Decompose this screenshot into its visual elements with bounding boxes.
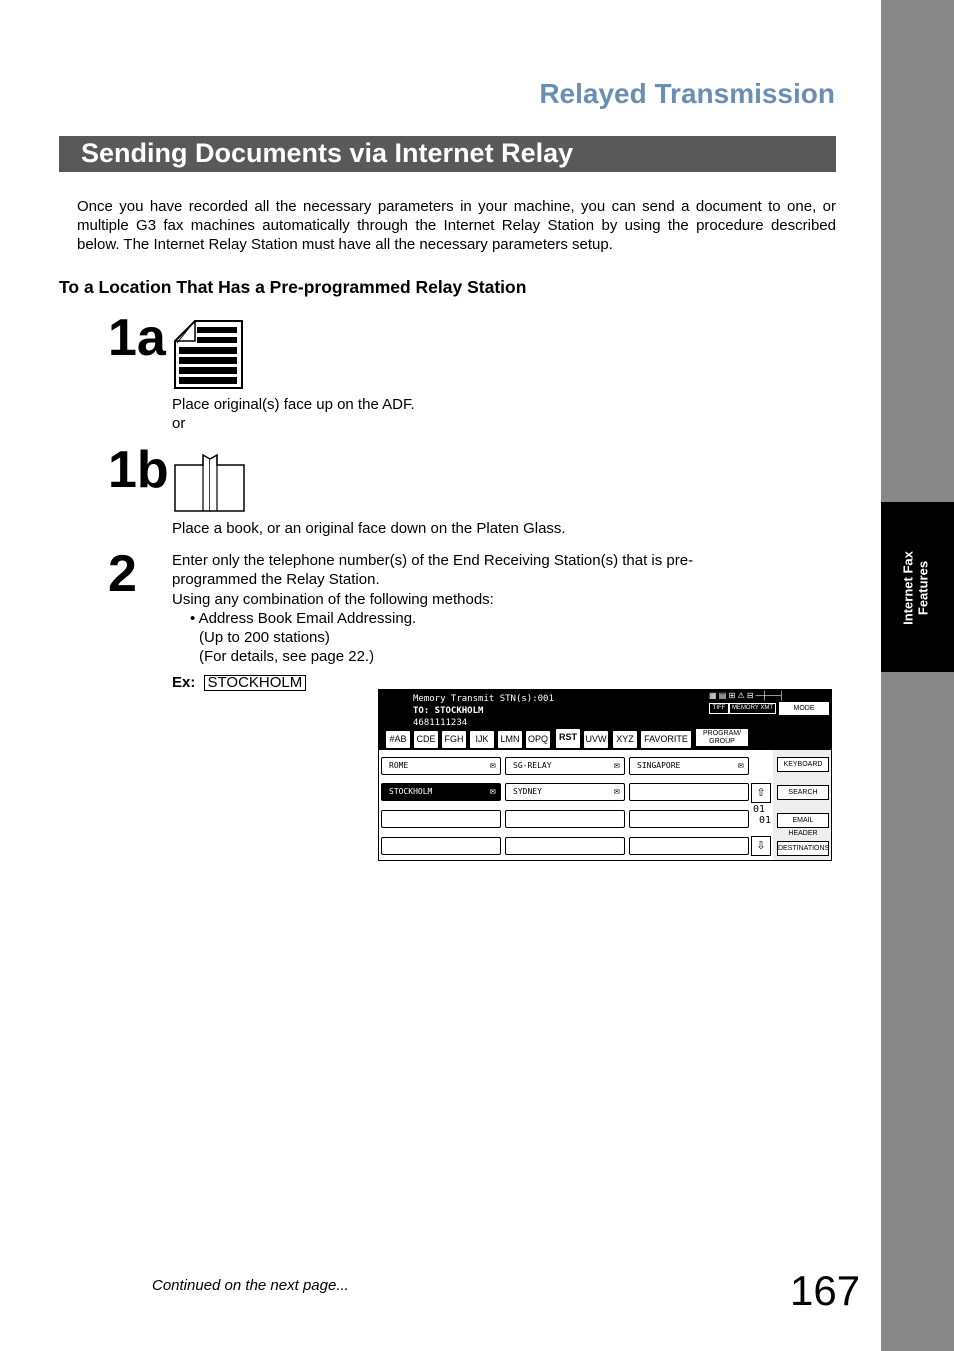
step-2-line2: programmed the Relay Station. (172, 571, 380, 588)
step-1a-number: 1a (108, 309, 166, 367)
tab-ijk[interactable]: IJK (469, 730, 495, 749)
page-scroller (751, 783, 771, 857)
destinations-button[interactable]: DESTINATIONS (777, 841, 829, 856)
address-entry-empty[interactable] (505, 810, 625, 828)
tab-fgh[interactable]: FGH (441, 730, 467, 749)
envelope-icon: ✉ (613, 786, 620, 797)
envelope-icon: ✉ (489, 760, 496, 771)
tab-cde[interactable]: CDE (413, 730, 439, 749)
address-entry-label: SINGAPORE (637, 761, 681, 770)
address-entry-empty[interactable] (381, 837, 501, 855)
tab-uvw[interactable]: UVW (583, 730, 609, 749)
step-1b-text: Place a book, or an original face down on the Platen Glass. (172, 520, 566, 537)
envelope-icon: ✉ (613, 760, 620, 771)
address-entry-empty[interactable] (629, 837, 749, 855)
tab-rst[interactable]: RST (555, 728, 581, 749)
address-entry-empty[interactable] (505, 837, 625, 855)
search-button[interactable]: SEARCH (777, 785, 829, 800)
envelope-icon: ✉ (489, 786, 496, 797)
example-line (172, 673, 306, 692)
address-entry-label: SG-RELAY (513, 761, 552, 770)
book-icon (173, 453, 246, 513)
tiff-indicator: TIFF (709, 703, 729, 714)
address-entry-singapore[interactable] (629, 757, 749, 775)
step-2-sub1: (Up to 200 stations) (199, 629, 330, 646)
page-down-arrow-icon[interactable]: ⇩ (751, 836, 771, 856)
function-panel (773, 750, 831, 860)
screen-status-line: Memory Transmit STN(s):001 (413, 694, 554, 704)
total-pages: 01 (759, 815, 772, 826)
address-entry-sydney[interactable] (505, 783, 625, 801)
keyboard-button[interactable]: KEYBOARD (777, 757, 829, 772)
page-up-arrow-icon[interactable]: ⇧ (751, 783, 771, 803)
example-key: STOCKHOLM (204, 675, 307, 691)
email-header-button[interactable]: EMAIL HEADER (777, 813, 829, 828)
chapter-tab (881, 502, 954, 672)
mode-setting-button[interactable]: MODE SETTING (778, 701, 830, 716)
step-1b-number: 1b (108, 441, 169, 499)
continued-note: Continued on the next page... (152, 1277, 349, 1294)
page-title: Sending Documents via Internet Relay (81, 138, 574, 168)
address-entry-empty[interactable] (381, 810, 501, 828)
address-entry-rome[interactable] (381, 757, 501, 775)
program-group-line1: PROGRAM/ (702, 730, 742, 737)
tab-lmn[interactable]: LMN (497, 730, 523, 749)
program-group-line2: GROUP (709, 738, 735, 745)
status-icons: ▦ ▤ ⊞ ⚠ ⊟ ─┼──┤ (709, 691, 785, 700)
page-number: 167 (790, 1267, 861, 1314)
tab-opq[interactable]: OPQ (525, 730, 551, 749)
step-2-number: 2 (108, 545, 137, 603)
tab-ab[interactable]: #AB (385, 730, 411, 749)
intro-paragraph: Once you have recorded all the necessary parameters in your machine, you can send a document to one, or multiple G3 fax machines automatically through the Internet Relay Station by using the procedure described below. The Internet Relay Station must have all the necessary parameters setup. (77, 198, 836, 253)
address-entry-empty[interactable] (629, 783, 749, 801)
memory-xmt-indicator: MEMORY XMT (729, 703, 776, 714)
address-entry-label: STOCKHOLM (389, 787, 433, 796)
screen-header (379, 690, 831, 750)
chapter-tab-line2: Features (915, 560, 931, 616)
address-entry-stockholm[interactable] (381, 783, 501, 801)
step-2-line3: Using any combination of the following methods: (172, 591, 494, 608)
screen-number-line: 4681111234 (413, 718, 468, 728)
chapter-tab-label (901, 492, 935, 685)
address-entry-empty[interactable] (629, 810, 749, 828)
tab-favorite[interactable]: FAVORITE (640, 730, 692, 749)
subheading: To a Location That Has a Pre-programmed Relay Station (59, 277, 527, 297)
example-label: Ex: (172, 674, 196, 691)
section-title: Relayed Transmission (539, 78, 835, 109)
screen-to-line: TO: STOCKHOLM (413, 706, 484, 716)
adf-document-icon (173, 319, 244, 390)
step-1a-or: or (172, 415, 186, 432)
step-2-bullet: • Address Book Email Addressing. (190, 610, 417, 627)
touch-panel-screen (378, 689, 832, 861)
address-entry-label: SYDNEY (513, 787, 542, 796)
page-counter (753, 804, 771, 826)
address-entry-sg-relay[interactable] (505, 757, 625, 775)
envelope-icon: ✉ (737, 760, 744, 771)
step-1a-text: Place original(s) face up on the ADF. (172, 396, 415, 413)
title-bar (59, 136, 836, 172)
current-page: 01 (753, 804, 766, 815)
tab-program-group[interactable] (695, 728, 749, 747)
step-2-line1: Enter only the telephone number(s) of the End Receiving Station(s) that is pre- (172, 552, 694, 569)
chapter-tab-line1: Internet Fax (900, 551, 916, 625)
tab-xyz[interactable]: XYZ (612, 730, 638, 749)
step-2-sub2: (For details, see page 22.) (199, 648, 375, 665)
address-entry-label: ROME (389, 761, 409, 770)
